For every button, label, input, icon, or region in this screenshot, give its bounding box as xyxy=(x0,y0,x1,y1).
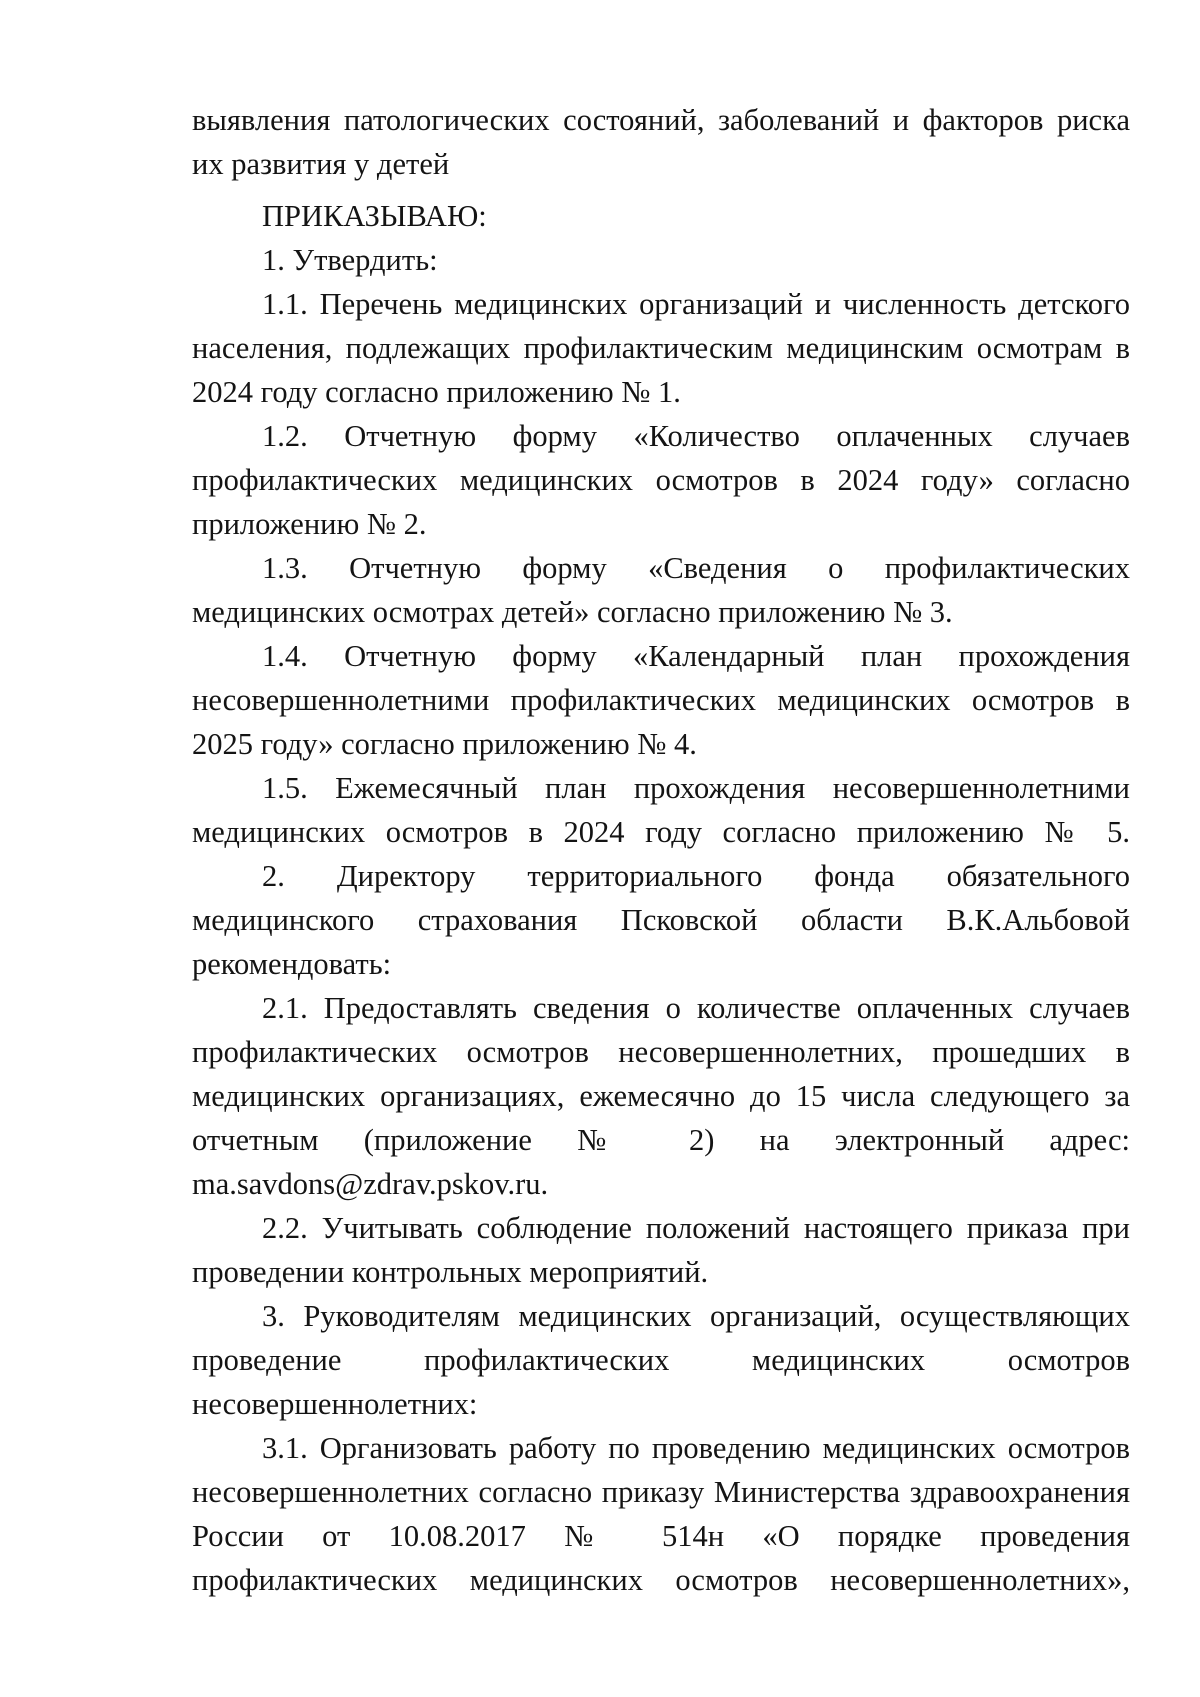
item-1-2-paragraph: 1.2. Отчетную форму «Количество оплаченных случаев профилактических медицинских осмотров в 2024 году» согласно приложению № 2. xyxy=(192,419,1130,541)
item-1-4-paragraph: 1.4. Отчетную форму «Календарный план прохождения несовершеннолетними профилактических медицинских осмотров в 2025 году» согласно приложению № 4. xyxy=(192,639,1130,761)
item-2-2-paragraph: 2.2. Учитывать соблюдение положений настоящего приказа при проведении контрольных мероприятий. xyxy=(192,1211,1130,1289)
document-body xyxy=(192,98,1130,1602)
intro-paragraph: выявления патологических состояний, заболеваний и факторов риска их развития у детей xyxy=(192,103,1130,181)
item-3-1-paragraph: 3.1. Организовать работу по проведению медицинских осмотров несовершеннолетних согласно приказу Министерства здравоохранения России от 10.08.2017 № 514н «О порядке проведения профилактических медицинских осмотров несовершеннолетних», xyxy=(192,1431,1130,1597)
item-3-paragraph: 3. Руководителям медицинских организаций, осуществляющих проведение профилактических медицинских осмотров несовершеннолетних: xyxy=(192,1299,1130,1421)
item-1-3-paragraph: 1.3. Отчетную форму «Сведения о профилактических медицинских осмотрах детей» согласно приложению № 3. xyxy=(192,551,1130,629)
item-2-paragraph: 2. Директору территориального фонда обязательного медицинского страхования Псковской области В.К.Альбовой рекомендовать: xyxy=(192,859,1130,981)
item-1-5-paragraph: 1.5. Ежемесячный план прохождения несовершеннолетними медицинских осмотров в 2024 году согласно приложению № 5. xyxy=(192,771,1130,849)
order-heading: ПРИКАЗЫВАЮ: xyxy=(262,199,487,233)
item-2-1-paragraph: 2.1. Предоставлять сведения о количестве оплаченных случаев профилактических осмотров несовершеннолетних, прошедших в медицинских организациях, ежемесячно до 15 числа следующего за отчетным (приложение № 2) на электронный адрес: ma.savdons@zdrav.pskov.ru. xyxy=(192,991,1130,1201)
item-1-1-paragraph: 1.1. Перечень медицинских организаций и численность детского населения, подлежащих профилактическим медицинским осмотрам в 2024 году согласно приложению № 1. xyxy=(192,287,1130,409)
item-1-paragraph: 1. Утвердить: xyxy=(262,243,438,277)
